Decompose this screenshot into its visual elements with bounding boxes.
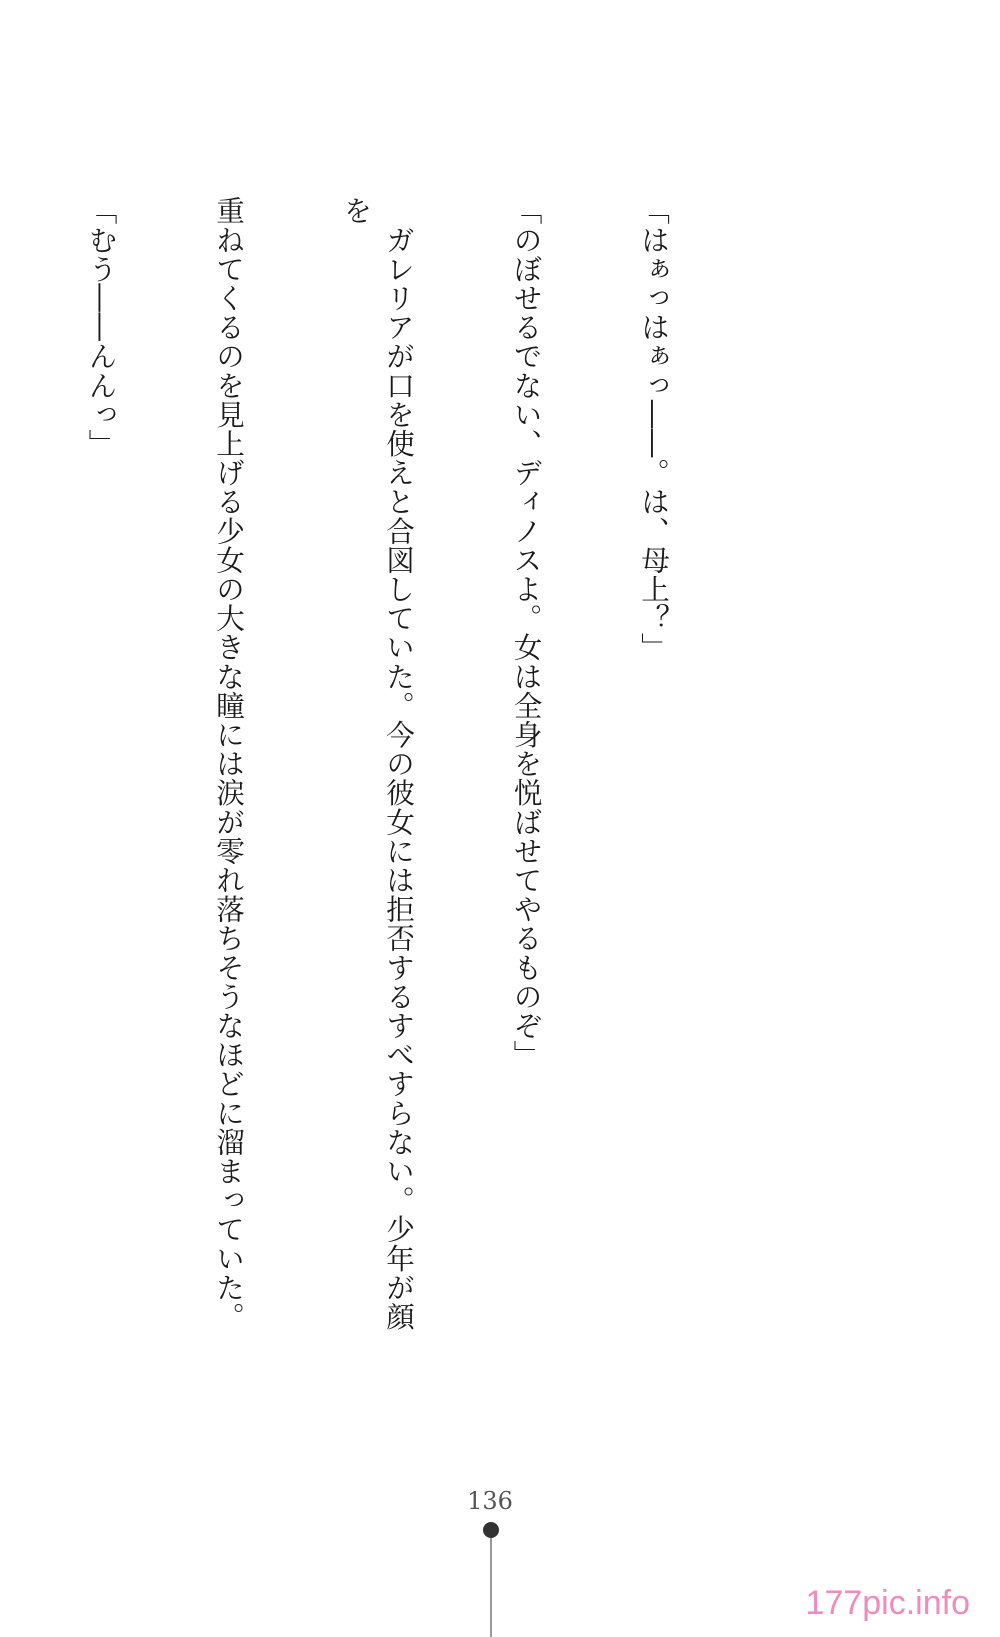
text-line: ガレリアが口を使えと合図していた。今の彼女には拒否するすべすらない。少年が顔を	[339, 196, 416, 1331]
text-line: 「はぁっはぁっ――。は、母上？」	[637, 196, 671, 662]
page-marker-line	[490, 1538, 492, 1637]
vertical-text-block	[84, 196, 760, 1356]
page-marker-dot	[483, 1522, 499, 1538]
text-line: 「むう――んんっ」	[84, 196, 119, 458]
text-line: 重ねてくるのを見上げる少女の大きな瞳には涙が零れ落ちそうなほどに溜まっていた。	[212, 196, 246, 1331]
watermark: 177pic.info	[805, 1584, 970, 1622]
page-number: 136	[467, 1487, 513, 1515]
text-line: 「のぼせるでない、ディノスよ。女は全身を悦ばせてやるものぞ」	[509, 196, 544, 1069]
